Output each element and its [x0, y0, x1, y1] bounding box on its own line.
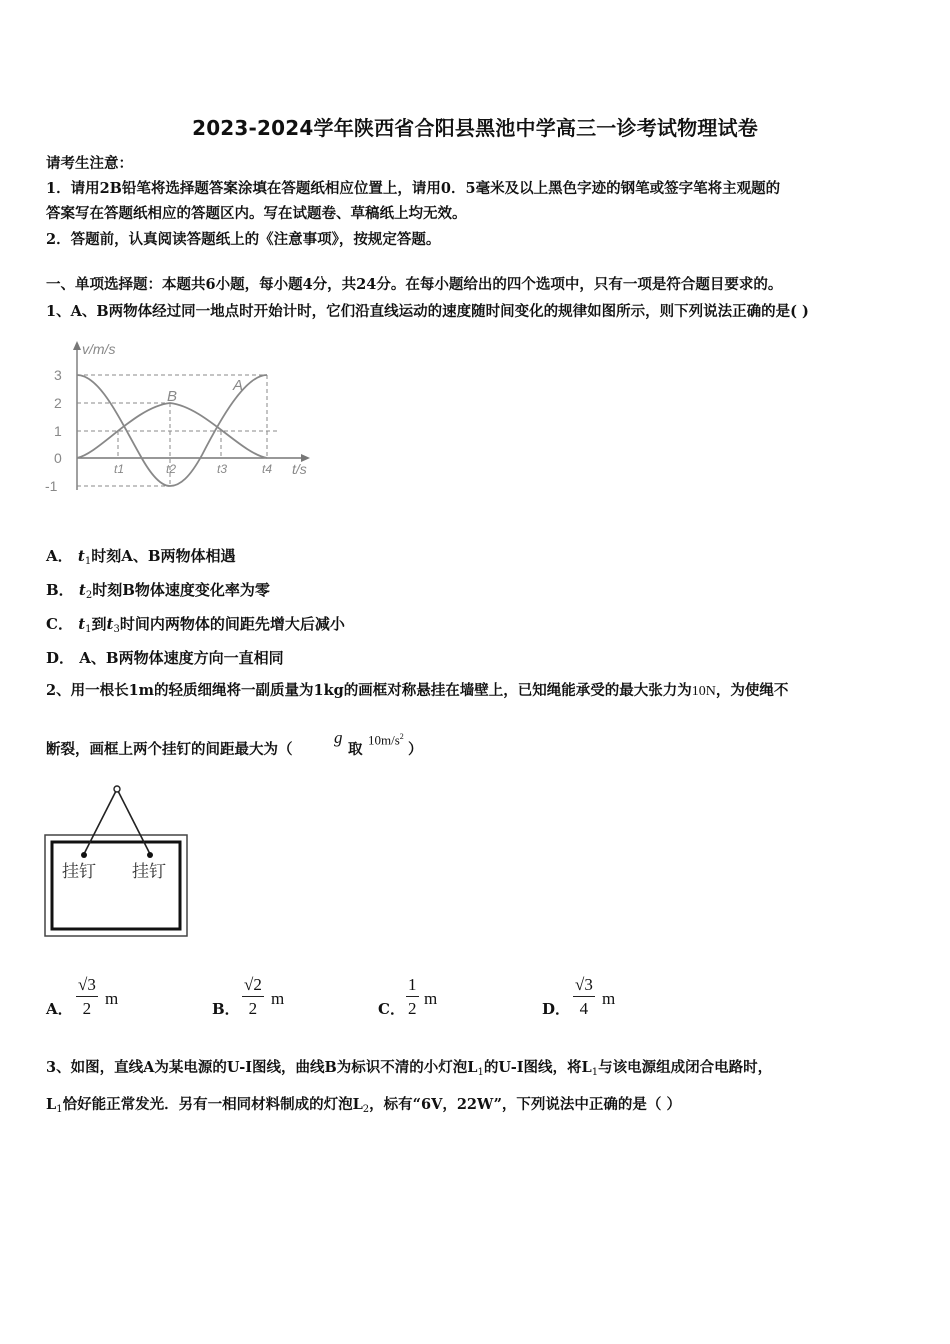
wall-hook	[114, 786, 120, 792]
notice-item-1-line-2: 答案写在答题纸相应的答题区内。写在试题卷、草稿纸上均无效。	[46, 205, 467, 222]
q1-option-d[interactable]: D． A、B两物体速度方向一直相同	[46, 649, 284, 667]
y-tick-1: 1	[54, 423, 62, 439]
q2-option-c-letter[interactable]: C．	[378, 1000, 405, 1018]
notice-item-1-line-1: 1．请用2B铅笔将选择题答案涂填在答题纸相应位置上，请用0．5毫米及以上黑色字迹的钢笔或签字笔将主观题的	[46, 180, 781, 197]
x-axis-label: t/s	[292, 461, 307, 477]
nail-left	[81, 852, 87, 858]
picture-frame-diagram	[44, 782, 192, 940]
y-tick-minus-1: -1	[45, 478, 58, 494]
section-heading: 一、单项选择题：本题共6小题，每小题4分，共24分。在每小题给出的四个选项中，只有一项是符合题目要求的。	[46, 276, 783, 293]
question-3-stem-line-1: 3、如图，直线A为某电源的U-I图线，曲线B为标识不清的小灯泡$L_1$的U-I图线，将$L_1$与该电源组成闭合电路时，	[46, 1059, 773, 1078]
q2-option-a-fraction: $\frac{√3}{2}$	[78, 975, 96, 1018]
nail-left-label: 挂钉	[62, 862, 96, 881]
velocity-time-graph	[40, 335, 330, 505]
curve-b-label: B	[167, 388, 178, 405]
q1-option-c[interactable]: C． $t_1$到$t_3$时间内两物体的间距先增大后减小	[46, 615, 345, 635]
x-tick-t2: t2	[166, 462, 177, 476]
page-title: 2023-2024学年陕西省合阳县黑池中学高三一诊考试物理试卷	[192, 116, 758, 140]
q2-option-b-fraction: $\frac{√2}{2}$	[244, 975, 262, 1018]
y-tick-0: 0	[54, 450, 62, 466]
notice-heading: 请考生注意：	[46, 155, 133, 172]
question-2-stem-line-2: 断裂，画框上两个挂钉的间距最大为（	[46, 741, 293, 758]
x-tick-t4: t4	[262, 462, 273, 476]
y-axis-label: v/m/s	[82, 341, 116, 357]
frame-inner	[52, 842, 180, 929]
x-tick-t3: t3	[217, 462, 228, 476]
y-tick-2: 2	[54, 395, 62, 411]
question-2-stem-close: ）	[408, 741, 423, 758]
q2-option-d-letter[interactable]: D．	[542, 1000, 571, 1018]
q2-option-c-unit: m	[424, 989, 438, 1008]
q2-option-b-unit: m	[271, 989, 285, 1008]
g-value: $10m/s^2$	[368, 732, 404, 748]
q2-option-a-unit: m	[105, 989, 119, 1008]
q2-option-d-unit: m	[602, 989, 616, 1008]
nail-right-label: 挂钉	[132, 862, 166, 881]
question-1-stem: 1、A、B两物体经过同一地点时开始计时，它们沿直线运动的速度随时间变化的规律如图所示，则下列说法正确的是( )	[46, 303, 809, 320]
curve-a-label: A	[233, 377, 244, 394]
q2-option-b-letter[interactable]: B．	[212, 1000, 240, 1018]
notice-item-2: 2．答题前，认真阅读答题纸上的《注意事项》，按规定答题。	[46, 231, 441, 248]
question-2-stem-line-1: 2、用一根长1m的轻质细绳将一副质量为1kg的画框对称悬挂在墙壁上，已知绳能承受的最大张力为10N，为使绳不	[46, 682, 789, 699]
y-axis-arrow	[73, 341, 81, 350]
g-take-label: 取	[348, 741, 363, 758]
x-tick-t1: t1	[114, 462, 125, 476]
q1-option-b[interactable]: B． $t_2$时刻B物体速度变化率为零	[46, 581, 270, 601]
q2-option-c-fraction: $\frac{1}{2}$	[408, 975, 417, 1018]
y-tick-3: 3	[54, 367, 62, 383]
question-3-stem-line-2: $L_1$恰好能正常发光．另有一相同材料制成的灯泡$L_2$，标有“6V，22W”，下列说法中正确的是（ ）	[46, 1096, 681, 1115]
q2-option-d-fraction: $\frac{√3}{4}$	[575, 975, 593, 1018]
q1-option-a[interactable]: A． $t_1$时刻A、B两物体相遇	[46, 547, 236, 567]
q2-option-a-letter[interactable]: A．	[46, 1000, 73, 1018]
g-symbol: g	[334, 728, 343, 747]
nail-right	[147, 852, 153, 858]
